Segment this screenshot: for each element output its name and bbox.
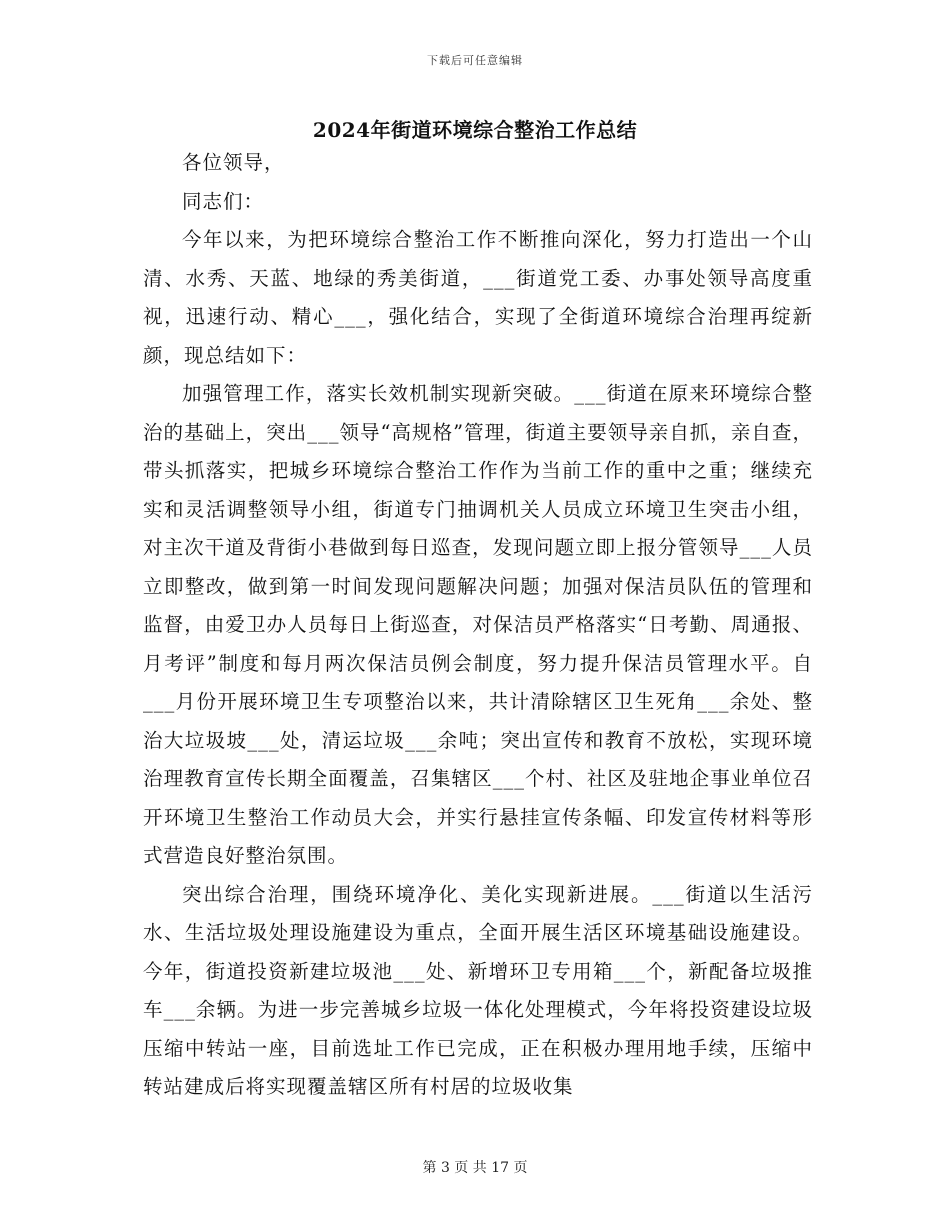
salutation-leaders: 各位领导，	[182, 151, 285, 174]
paragraph-management: 加强管理工作，落实长效机制实现新突破。___街道在原来环境综合整治的基础上，突出___领导“高规格”管理，街道主要领导亲自抓，亲自查，带头抓落实，把城乡环境综合整治工作作为当前工作的重中之重；继续充实和灵活调整领导小组，街道专门抽调机关人员成立环境卫生突击小组，对主次干道及背街小巷做到每日巡查，发现问题立即上报分管领导___人员立即整改，做到第一时间发现问题解决问题；加强对保洁员队伍的管理和监督，由爱卫办人员每日上街巡查，对保洁员严格落实“日考勤、周通报、月考评”制度和每月两次保洁员例会制度，努力提升保洁员管理水平。自___月份开展环境卫生专项整治以来，共计清除辖区卫生死角___余处、整治大垃圾坡___处，清运垃圾___余吨；突出宣传和教育不放松，实现环境治理教育宣传长期全面覆盖，召集辖区___个村、社区及驻地企事业单位召开环境卫生整治工作动员大会，并实行悬挂宣传条幅、印发宣传材料等形式营造良好整治氛围。	[143, 382, 813, 867]
paragraph-intro: 今年以来，为把环境综合整治工作不断推向深化，努力打造出一个山清、水秀、天蓝、地绿的秀美街道，___街道党工委、办事处领导高度重视，迅速行动、精心___，强化结合，实现了全街道环境综合治理再绽新颜，现总结如下：	[143, 228, 813, 367]
salutation-comrades: 同志们：	[182, 189, 265, 213]
document-title: 2024年街道环境综合整治工作总结	[312, 118, 638, 142]
page-number: 第 3 页 共 17 页	[422, 1160, 528, 1176]
header-note: 下载后可任意编辑	[427, 54, 523, 67]
paragraph-governance: 突出综合治理，围绕环境净化、美化实现新进展。___街道以生活污水、生活垃圾处理设施建设为重点，全面开展生活区环境基础设施建设。今年，街道投资新建垃圾池___处、新增环卫专用箱___个，新配备垃圾推车___余辆。为进一步完善城乡垃圾一体化处理模式，今年将投资建设垃圾压缩中转站一座，目前选址工作已完成，正在积极办理用地手续，压缩中转站建成后将实现覆盖辖区所有村居的垃圾收集	[143, 882, 813, 1098]
document-body	[143, 144, 813, 1107]
